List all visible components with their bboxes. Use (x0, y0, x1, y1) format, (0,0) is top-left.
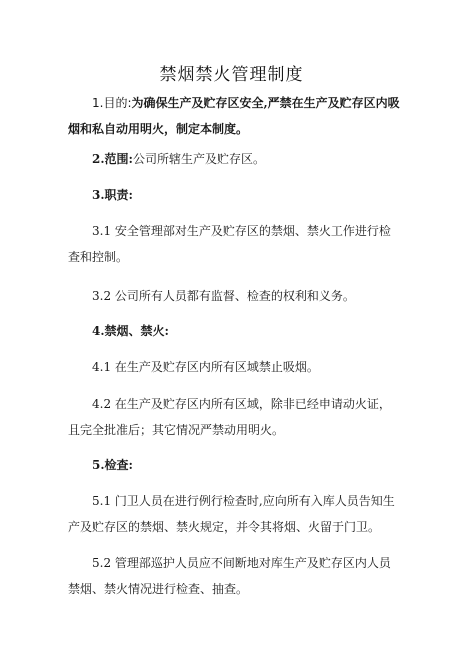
duties-item-2: 3.2 公司所有人员都有监督、检查的权利和义务。 (92, 289, 355, 303)
ban-item-1: 4.1 在生产及贮存区内所有区域禁止吸烟。 (92, 360, 319, 374)
purpose-text: 为确保生产及贮存区安全,严禁在生产及贮存区内吸烟和私自动用明火，制定本制度。 (68, 96, 400, 136)
purpose-paragraph (68, 90, 400, 142)
inspection-heading: 5.检查: (92, 458, 133, 472)
inspection-item-2: 5.2 管理部巡护人员应不间断地对库生产及贮存区内人员禁烟、禁火情况进行检查、抽查。 (68, 556, 391, 596)
inspection-item-1: 5.1 门卫人员在进行例行检查时,应向所有入库人员告知生产及贮存区的禁烟、禁火规定，并令其将烟、火留于门卫。 (68, 494, 395, 534)
scope-text: 公司所辖生产及贮存区。 (132, 152, 265, 166)
scope-label: 2.范围: (92, 152, 133, 166)
duties-heading: 3.职责: (92, 188, 133, 202)
ban-heading: 4.禁烟、禁火: (92, 324, 169, 338)
document-title: 禁烟禁火管理制度 (159, 65, 304, 85)
purpose-label: 1.目的: (92, 96, 132, 110)
ban-item-2: 4.2 在生产及贮存区内所有区域，除非已经申请动火证，且完全批准后；其它情况严禁动用明火。 (68, 397, 391, 437)
scope-paragraph (68, 146, 400, 172)
duties-item-1: 3.1 安全管理部对生产及贮存区的禁烟、禁火工作进行检查和控制。 (68, 224, 391, 264)
